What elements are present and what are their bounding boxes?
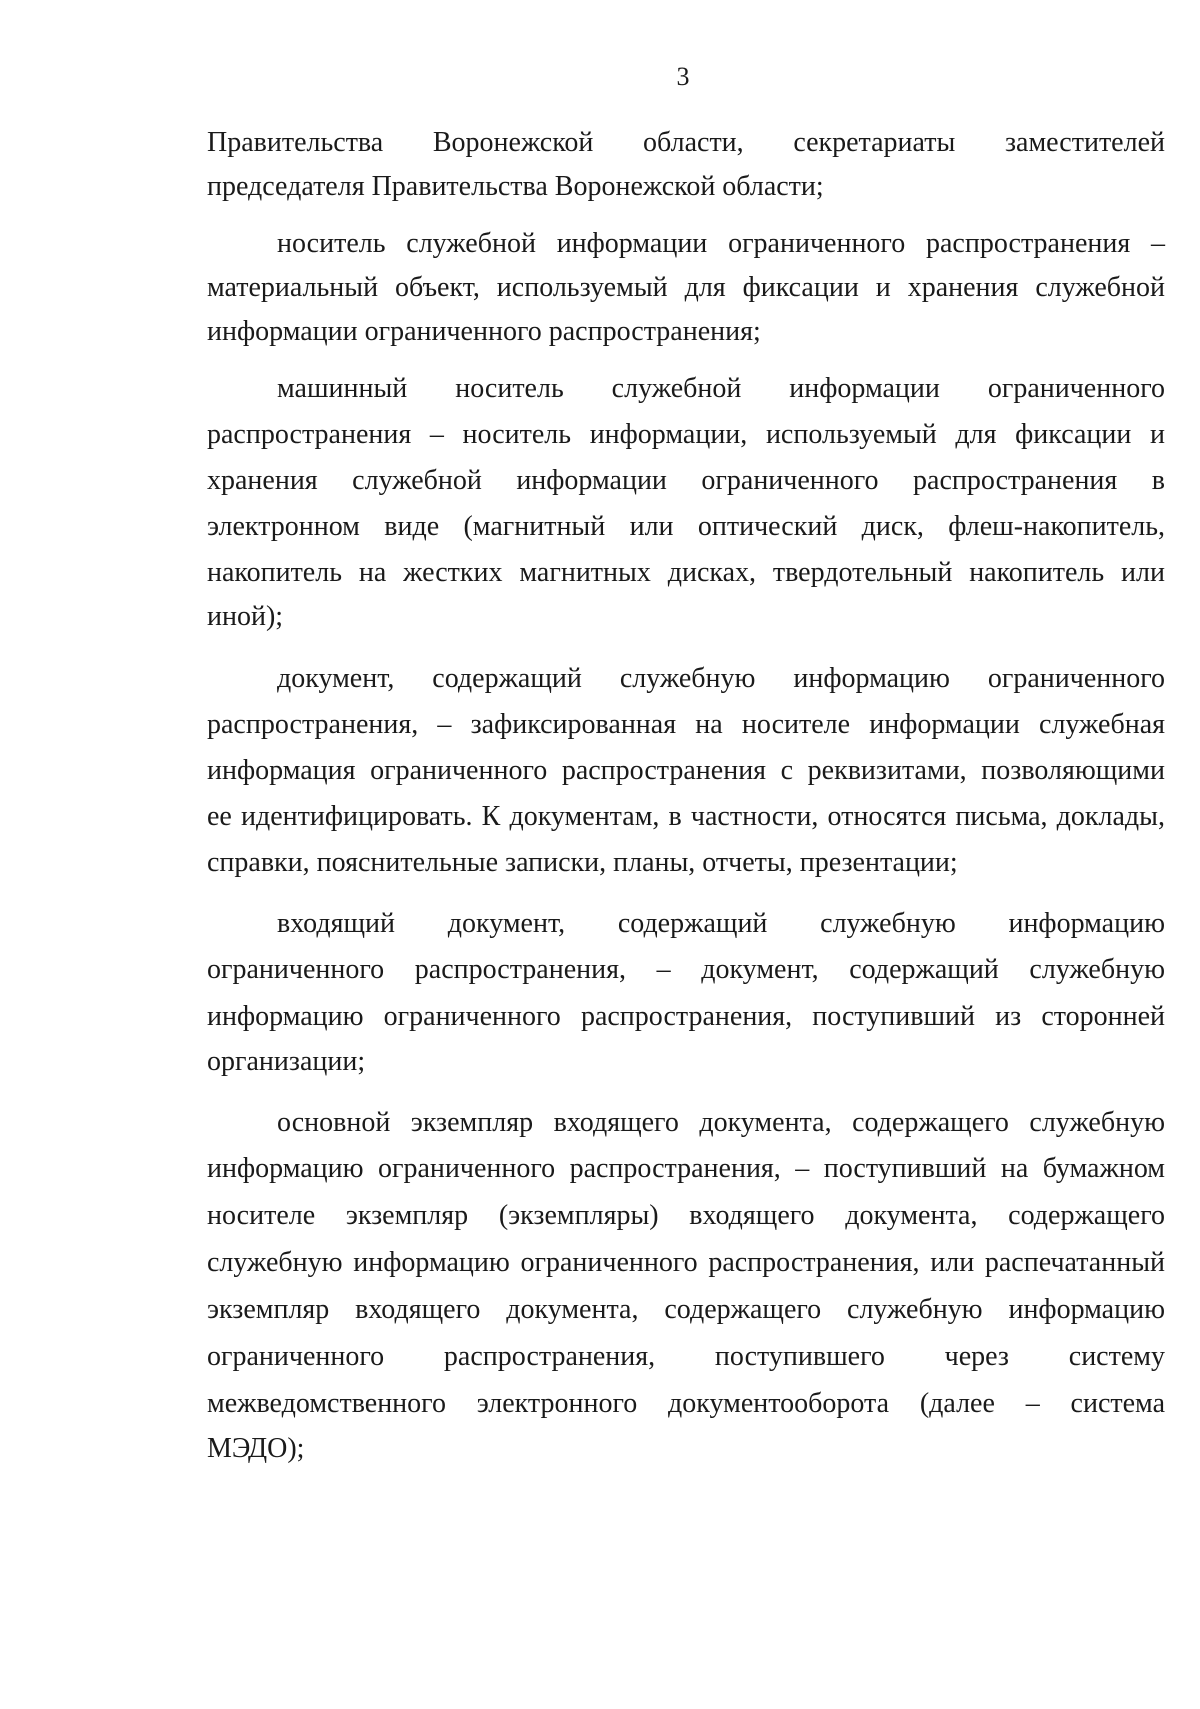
paragraph-line: справки, пояснительные записки, планы, отчеты, презентации; <box>207 847 958 878</box>
paragraph-line: электронном виде (магнитный или оптический диск, флеш-накопитель, <box>207 511 1165 542</box>
paragraph-line: Правительства Воронежской области, секретариаты заместителей <box>207 127 1165 158</box>
paragraph-line: распространения – носитель информации, используемый для фиксации и <box>207 419 1165 450</box>
paragraph-line: межведомственного электронного документооборота (далее – система <box>207 1388 1165 1419</box>
paragraph-line: информацию ограниченного распространения, – поступивший на бумажном <box>207 1153 1165 1184</box>
paragraph-line: информации ограниченного распространения; <box>207 316 761 347</box>
paragraph-line: председателя Правительства Воронежской области; <box>207 171 824 202</box>
paragraph-line: ее идентифицировать. К документам, в частности, относятся письма, доклады, <box>207 801 1165 832</box>
paragraph-line: МЭДО); <box>207 1433 305 1464</box>
paragraph-line: хранения служебной информации ограниченного распространения в <box>207 465 1165 496</box>
paragraph-line: информацию ограниченного распространения, поступивший из сторонней <box>207 1001 1165 1032</box>
paragraph-line: носителе экземпляр (экземпляры) входящего документа, содержащего <box>207 1200 1165 1231</box>
paragraph-line: служебную информацию ограниченного распространения, или распечатанный <box>207 1247 1165 1278</box>
paragraph-line: иной); <box>207 601 284 632</box>
paragraph-line: экземпляр входящего документа, содержащего служебную информацию <box>207 1294 1165 1325</box>
paragraph-line: машинный носитель служебной информации ограниченного <box>277 373 1165 404</box>
paragraph-line: накопитель на жестких магнитных дисках, твердотельный накопитель или <box>207 557 1165 588</box>
paragraph-line: ограниченного распространения, поступившего через систему <box>207 1341 1165 1372</box>
paragraph-line: распространения, – зафиксированная на носителе информации служебная <box>207 709 1165 740</box>
paragraph-line: ограниченного распространения, – документ, содержащий служебную <box>207 954 1165 985</box>
page-number: 3 <box>676 62 690 91</box>
paragraph-line: входящий документ, содержащий служебную информацию <box>277 908 1165 939</box>
paragraph-line: материальный объект, используемый для фиксации и хранения служебной <box>207 272 1165 303</box>
paragraph-line: основной экземпляр входящего документа, содержащего служебную <box>277 1107 1165 1138</box>
paragraph-line: документ, содержащий служебную информацию ограниченного <box>277 663 1165 694</box>
paragraph-line: носитель служебной информации ограниченного распространения – <box>277 228 1165 259</box>
paragraph-line: организации; <box>207 1046 366 1077</box>
paragraph-line: информация ограниченного распространения с реквизитами, позволяющими <box>207 755 1165 786</box>
